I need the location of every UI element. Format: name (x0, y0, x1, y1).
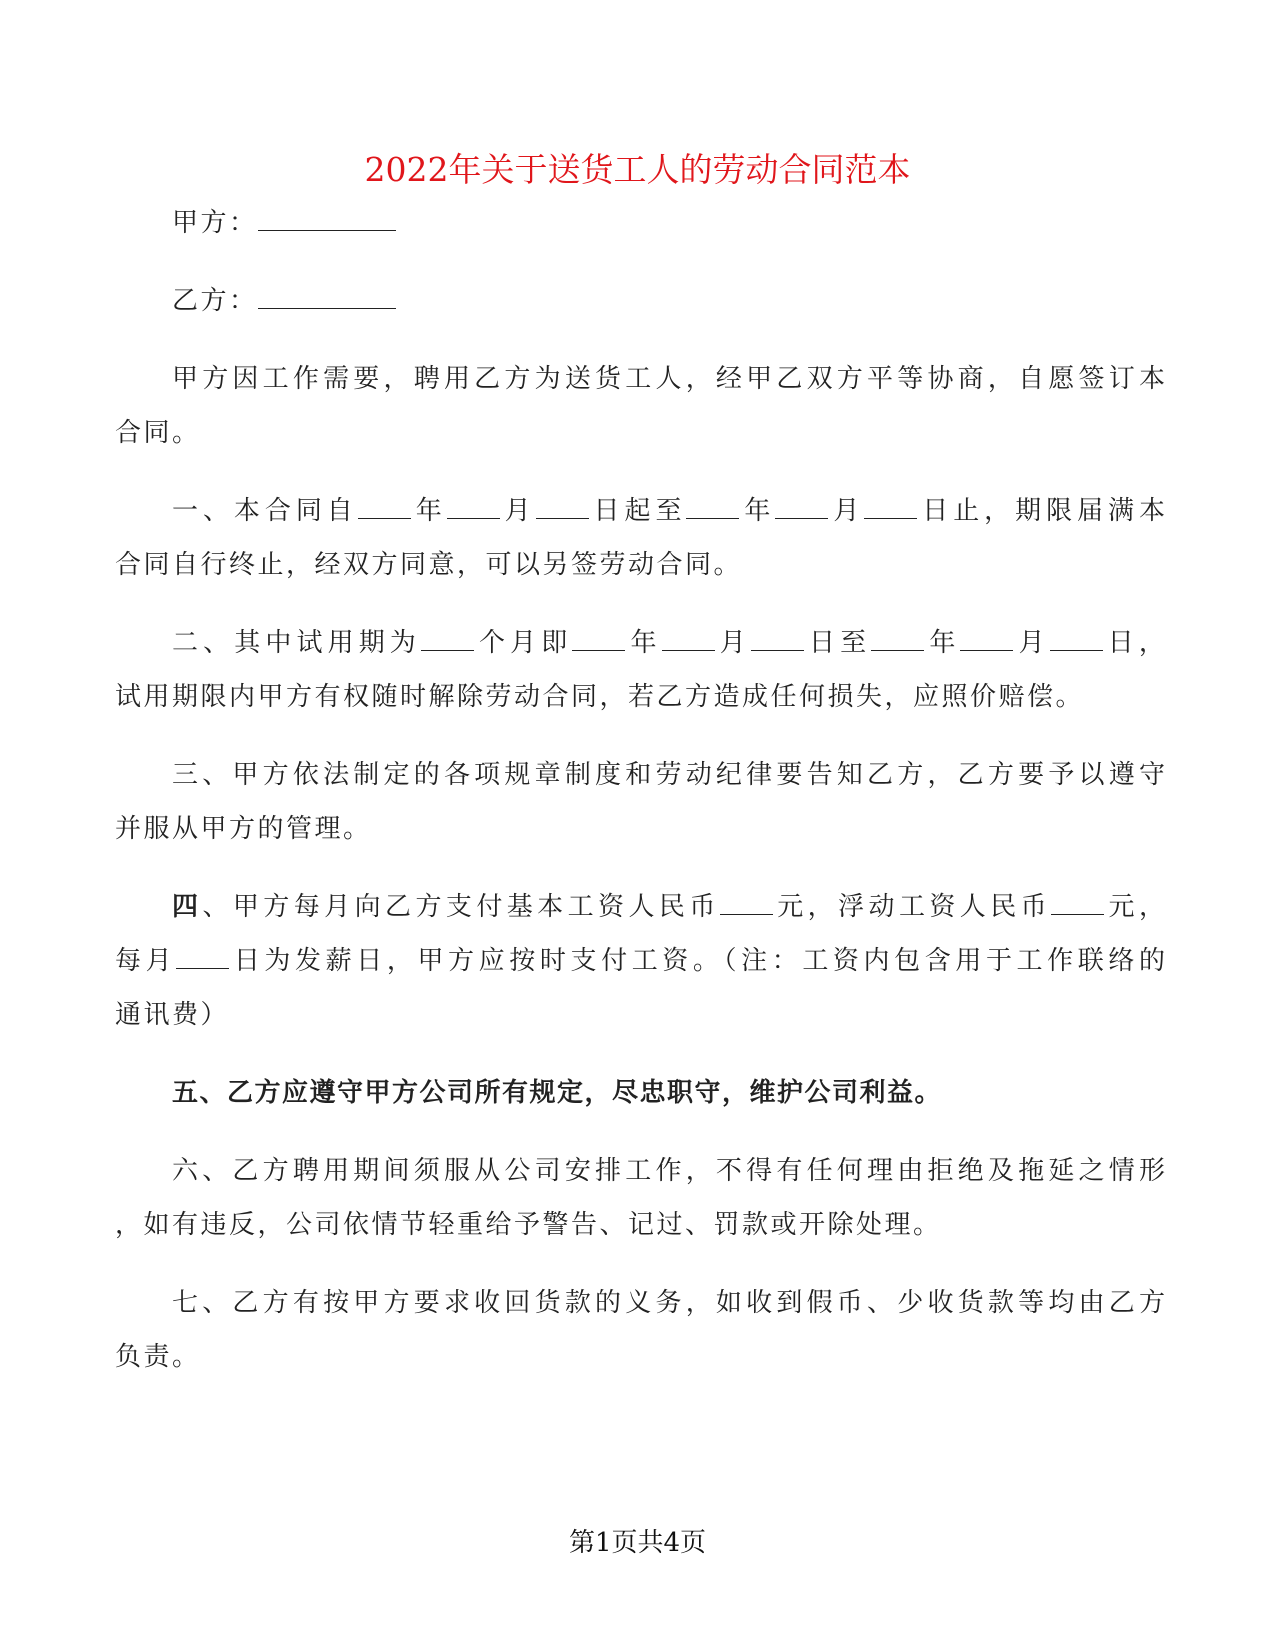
clause-4-number: 四 (172, 892, 203, 922)
clause-7-line-2: 负责。 (115, 1342, 201, 1372)
clause-4-text: 元，浮动工资人民币 (772, 892, 1052, 922)
clause-4-line-2 (115, 946, 1165, 976)
clause-4-text: 每月 (115, 946, 177, 976)
blank-field (572, 628, 625, 651)
party-b-blank (258, 286, 396, 309)
clause-2-text: 年 (625, 628, 662, 658)
clause-2-text: 月 (714, 628, 751, 658)
clause-2-text: 二、其中试用期为 (172, 628, 421, 658)
clause-6-line-1: 六、乙方聘用期间须服从公司安排工作，不得有任何理由拒绝及拖延之情形 (172, 1156, 1165, 1186)
clause-2-text: 日， (1102, 628, 1165, 658)
blank-field (871, 628, 924, 651)
party-a-blank (258, 208, 396, 231)
clause-4-text: 、甲方每月向乙方支付基本工资人民币 (202, 892, 720, 922)
clause-2-line-1 (172, 628, 1165, 658)
clause-4-line-1 (172, 892, 1165, 922)
clause-6-line-2: ，如有违反，公司依情节轻重给予警告、记过、罚款或开除处理。 (115, 1210, 942, 1240)
blank-field (751, 628, 804, 651)
blank-field (536, 496, 589, 519)
clause-1-text: 月 (499, 496, 536, 526)
blank-field (864, 496, 917, 519)
blank-field (1051, 892, 1104, 915)
party-b-line (172, 286, 1165, 316)
clause-1-line-1 (172, 496, 1165, 526)
blank-field (775, 496, 828, 519)
blank-field (421, 628, 474, 651)
document-title: 2022年关于送货工人的劳动合同范本 (364, 150, 911, 189)
blank-field (720, 892, 773, 915)
page-indicator: 第1页共4页 (568, 1528, 707, 1558)
clause-1-text: 日止，期限届满本 (917, 496, 1165, 526)
clause-1-text: 年 (739, 496, 776, 526)
clause-1-text: 日起至 (588, 496, 687, 526)
clause-4-line-3: 通讯费） (115, 1000, 230, 1030)
clause-2-text: 日至 (803, 628, 872, 658)
clause-4-text: 元， (1104, 892, 1165, 922)
blank-field (960, 628, 1013, 651)
clause-5: 五、乙方应遵守甲方公司所有规定，尽忠职守，维护公司利益。 (172, 1078, 943, 1108)
blank-field (176, 946, 229, 969)
party-a-line (172, 208, 1165, 238)
clause-2-text: 年 (924, 628, 961, 658)
clause-2-text: 个月即 (473, 628, 573, 658)
clause-1-text: 年 (410, 496, 447, 526)
intro-line-2: 合同。 (115, 418, 201, 448)
intro-line-1: 甲方因工作需要，聘用乙方为送货工人，经甲乙双方平等协商，自愿签订本 (172, 364, 1165, 394)
clause-1-text: 月 (828, 496, 865, 526)
clause-2-text: 月 (1013, 628, 1050, 658)
blank-field (686, 496, 739, 519)
party-a-label: 甲方： (172, 208, 258, 238)
clause-3-line-1: 三、甲方依法制定的各项规章制度和劳动纪律要告知乙方，乙方要予以遵守 (172, 760, 1165, 790)
clause-1-line-2: 合同自行终止，经双方同意，可以另签劳动合同。 (115, 550, 743, 580)
blank-field (358, 496, 411, 519)
clause-4-text: 日为发薪日，甲方应按时支付工资。（注：工资内包含用于工作联络的 (229, 946, 1165, 976)
party-b-label: 乙方： (172, 286, 258, 316)
clause-3-line-2: 并服从甲方的管理。 (115, 814, 372, 844)
clause-1-text: 一、本合同自 (172, 496, 358, 526)
blank-field (1050, 628, 1103, 651)
clause-2-line-2: 试用期限内甲方有权随时解除劳动合同，若乙方造成任何损失，应照价赔偿。 (115, 682, 1085, 712)
blank-field (662, 628, 715, 651)
clause-7-line-1: 七、乙方有按甲方要求收回货款的义务，如收到假币、少收货款等均由乙方 (172, 1288, 1165, 1318)
blank-field (447, 496, 500, 519)
